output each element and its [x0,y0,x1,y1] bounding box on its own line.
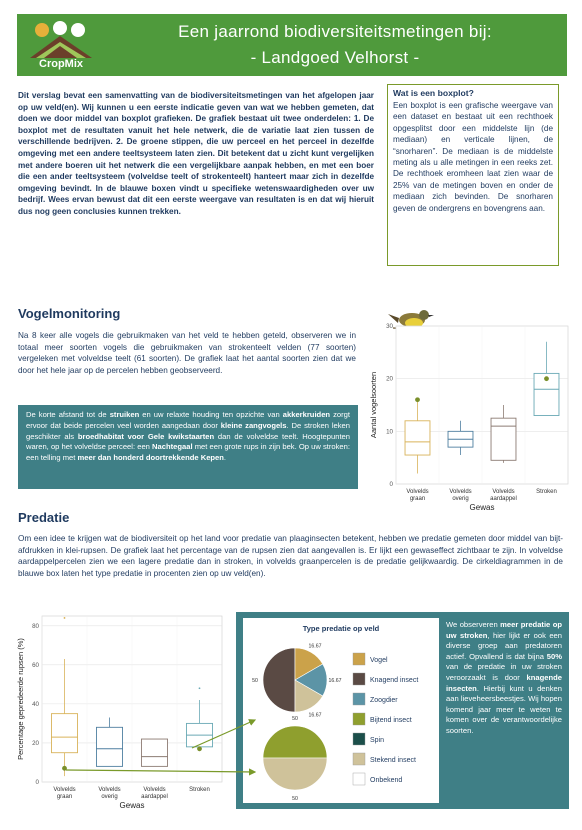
x-tick-label: aardappel [490,496,517,502]
farm-point [197,746,202,751]
legend-label: Zoogdier [370,697,398,704]
vogel-text: Na 8 keer alle vogels die gebruikmaken van het veld te hebben geteld, observeren we in totaal meer soorten vogels die gebruikmaken van strokenteelt velden (77 soorten) vergeleken met volveldse teelt (61 soorten). De grafiek laat het aantal soorten zien dat we door het hele jaar op de percelen hebben geobserveerd. [18,331,356,375]
y-tick-label: 0 [389,481,393,488]
page-title-line2: - Landgoed Velhorst - [250,48,420,67]
boxplot-info-heading: Wat is een boxplot? [393,88,474,98]
x-tick-label: Volvelds [449,489,472,495]
legend-label: Knagend insect [370,677,419,684]
predation-chart [14,608,236,816]
y-axis-label: Percentage gepredeerde rupsen (%) [16,638,25,760]
x-tick-label: Volvelds [98,787,121,793]
x-tick-label: Stroken [189,787,210,793]
boxplot-info-box [387,84,559,266]
pie-slice-label: 16.67 [308,712,322,719]
pred-text-part: , hier lijkt er ook een diverse groep aan predatoren actief. Opvallend is dat bijna [446,630,562,661]
outlier-point [199,687,201,689]
pred-text-bold: 50% [546,651,562,661]
legend-swatch [353,713,365,725]
vogel-box-bold: akkerkruiden [282,410,331,419]
page-title-line1: Een jaarrond biodiversiteitsmetingen bij: [178,22,492,41]
vogel-box-text: dan de volveldse teelt. Hoogtepunten waren, op het volveldse perceel: een [26,431,351,452]
vogel-highlight-box [18,405,358,489]
y-tick-label: 80 [32,622,39,630]
box [96,727,122,766]
vogel-box-bold: broedhabitat voor Gele kwikstaarten [77,431,215,441]
boxplot-info-text: Een boxplot is een grafische weergave van een dataset en bestaat uit een rechthoek opgesplitst door een middelste lijn (de mediaan) en verticale lijnen, de “snorharen”. De mediaan is de middelste meting als u alle metingen in een reeks zet. De rechthoek eromheen laat zien waar de 25% van de metingen boven en onder de mediaan zich bevinden. De snorharen geven de ondergrens en bovengrens aan. [393,101,553,213]
outlier-point [64,617,66,619]
pred-text-part: We observeren [446,620,501,629]
farm-point [62,766,67,771]
box [141,739,167,766]
x-tick-label: overig [101,794,118,800]
vogel-box-text: zorgt ervoor dat beide percelen veel worden aangedaan door [26,410,351,430]
logo-text: CropMix [39,58,83,70]
x-tick-label: Volvelds [143,787,166,793]
vogel-box-text: . De stroken leken geschikter als [26,420,350,441]
y-tick-label: 10 [386,428,393,436]
pred-text-bold: knagende insecten [446,672,562,693]
predation-highlight-text [446,620,562,737]
pie-slice [263,726,327,758]
cropmix-logo [22,18,100,74]
pie-charts [243,618,439,803]
x-tick-label: Stroken [536,489,557,495]
pie-slice-label: 50 [292,716,298,722]
pred-text-part: . Hierbij kunt u denken aan lieveheersbeestjes. Wij hopen komend jaar meer te weten te komen over de verantwoordelijke soorten. [446,683,562,735]
pie-slice-label: 16.67 [328,677,342,684]
x-tick-label: graan [56,794,73,800]
farm-point [544,376,549,381]
legend-label: Stekend insect [370,757,416,764]
farm-point [415,397,420,402]
vogel-box-bold: kleine zangvogels [220,420,287,430]
y-axis-label: Aantal vogelsoorten [369,371,378,439]
legend-label: Bijtend insect [370,717,412,724]
x-tick-label: aardappel [141,794,168,800]
pred-text-part: van de predatie in uw stroken veroorzaakt is door [446,662,562,682]
vogel-box-text: . [223,453,227,463]
legend-swatch [353,733,365,745]
y-tick-label: 20 [386,375,393,383]
x-axis-label: Gewas [469,503,495,512]
vogel-box-text: en uw relaxte houding ten opzichte van [139,410,283,419]
legend-swatch [353,653,365,665]
vogel-box-bold: meer dan honderd doortrekkende Kepen [77,453,224,463]
vogel-box-text: met een grote rups in zijn bek. Op uw stroken: een telling met [26,442,350,463]
vogel-heading: Vogelmonitoring [18,306,121,321]
legend-label: Spin [370,737,385,744]
x-tick-label: Volvelds [492,489,515,495]
bird-species-chart [368,296,573,516]
pie-title: Type predatie op veld [302,624,380,633]
y-tick-label: 40 [32,700,39,708]
y-tick-label: 30 [386,323,393,330]
x-axis-label: Gewas [119,801,145,810]
legend-swatch [353,693,365,705]
x-tick-label: Volvelds [53,787,76,793]
pie-slice-label: 16.67 [308,643,322,650]
pie-chart-card [243,618,439,803]
pie-slice [263,758,327,790]
legend-swatch [353,753,365,765]
legend-label: Onbekend [370,777,403,784]
intro-text: Dit verslag bevat een samenvatting van de biodiversiteitsmetingen van het afgelopen jaar op uw veld(en). Wij kunnen u een eerste indicatie geven van wat we hebben gemeten, dat doen we door middel van boxplot grafieken. De grafiek bestaat uit twee onderdelen: 1. De boxplot met de resultaten vanuit het hele netwerk, die de variatie laat zien tussen de verschillende bedrijven. 2. De groene stippen, die uw perceel en het perceel in dezelfde omgeving met een andere teeltsysteem laten zien. Dit betekent dat u zicht kunt vergelijken met andere boeren uit het netwerk die een vergelijkbare aanpak hebben, en met een boer die een ander teeltsysteem (volveldse teelt of strokenteelt) hanteert maar zich in dezelfde omgeving bevindt. In de blauwe boxen vindt u specifieke wetenswaardigheden over uw bedrijf. Wees ervan bewust dat dit een eerste weergave van resultaten is en dat wij hieruit dus nog geen conclusies kunnen trekken. [18,91,374,216]
x-tick-label: overig [452,496,469,502]
legend-label: Vogel [370,657,388,664]
box [405,421,430,455]
y-tick-label: 0 [35,779,39,786]
pie-slice-label: 50 [252,678,258,685]
y-tick-label: 20 [32,739,39,747]
pred-text-bold: meer predatie op uw stroken [446,620,562,640]
vogel-box-bold: struiken [109,410,140,419]
predatie-text: Om een idee te krijgen wat de biodiversiteit op het land voor predatie van plaaginsecten betekent, hebben we predatie gemeten door middel van bijt-afdrukken in klei-rupsen. De grafiek laat het percentage van de rupsen zien dat aangevallen is. Er lijkt een gewaseffect zichtbaar te zijn. In volveldse aardappelpercelen zien we een lagere predatie dan in stroken, in volvelds graanpercelen is de predatie gelijkwaardig. De cirkeldiagrammen in de blauwe box laten het type predatie in procenten zien op uw veld(en). [18,534,563,578]
vogel-box-text: De korte afstand tot de [26,410,110,419]
box [51,714,77,753]
predatie-heading: Predatie [18,510,70,525]
legend-swatch [353,773,365,785]
pie-slice [263,648,295,712]
box [491,418,516,460]
x-tick-label: graan [409,496,426,502]
x-tick-label: Volvelds [406,489,429,495]
legend-swatch [353,673,365,685]
vogel-box-bold: Nachtegaal [152,442,193,452]
y-tick-label: 60 [32,661,39,669]
pie-slice-label: 50 [292,796,298,802]
